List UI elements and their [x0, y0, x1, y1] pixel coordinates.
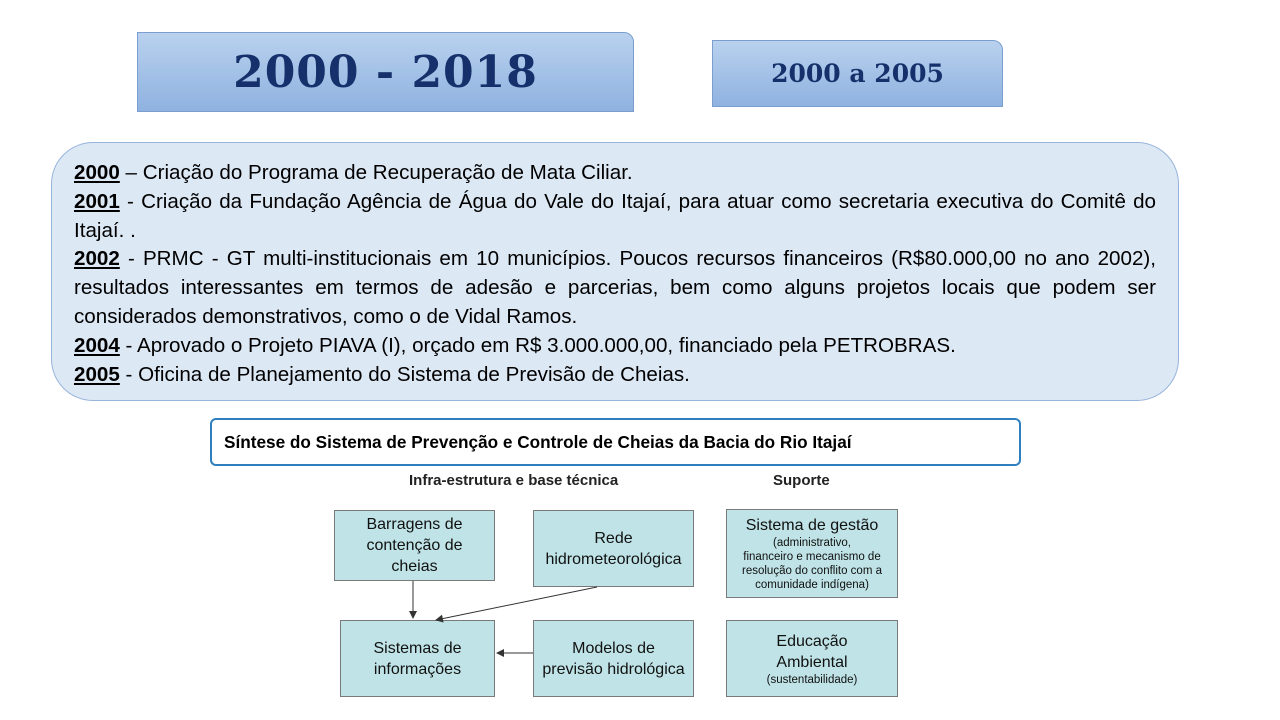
timeline-text: – Criação do Programa de Recuperação de Mata Ciliar.	[119, 161, 633, 184]
barragens-line: cheias	[391, 558, 438, 575]
timeline-text: - Aprovado o Projeto PIAVA (I), orçado em R$ 3.000.000,00, financiado pela PETROBRAS.	[119, 333, 956, 357]
timeline-year: 2002	[74, 247, 120, 271]
educacao-line: Educação	[776, 632, 848, 650]
infra-column-label: Infra-estrutura e base técnica	[409, 472, 619, 489]
rede-line: Rede	[594, 529, 633, 547]
modelos-line: previsão hidrológica	[542, 660, 685, 678]
sistemas-line: Sistemas de	[373, 639, 462, 657]
gestao-detail: (administrativo,	[773, 537, 851, 549]
rede-line: hidrometeorológica	[545, 550, 682, 568]
modelos-line: Modelos de	[572, 639, 655, 657]
timeline-year: 2001	[74, 189, 120, 213]
rede-box	[533, 510, 694, 587]
sub-period-title: 2000 a 2005	[771, 59, 944, 88]
modelos-box	[533, 620, 694, 697]
sistemas-line: informações	[373, 660, 462, 678]
timeline-entry	[74, 332, 1156, 361]
timeline-text: - Criação da Fundação Agência de Água do Vale do Itajaí, para atuar como secretaria executiva do Comitê do Itajaí. .	[74, 189, 1156, 242]
gestao-title: Sistema de gestão	[745, 517, 879, 534]
suporte-column-label: Suporte	[773, 472, 830, 489]
sistemas-box	[340, 620, 495, 697]
main-period-header	[137, 32, 634, 112]
timeline-entry	[74, 159, 1156, 188]
diagram-title: Síntese do Sistema de Prevenção e Controle de Cheias da Bacia do Rio Itajaí	[224, 431, 852, 452]
timeline-text: - Oficina de Planejamento do Sistema de Previsão de Cheias.	[119, 362, 690, 386]
educacao-detail: (sustentabilidade)	[766, 673, 858, 686]
main-period-title: 2000 - 2018	[233, 46, 538, 98]
barragens-box	[334, 510, 495, 581]
timeline-year: 2004	[74, 333, 120, 357]
sub-period-header	[712, 40, 1003, 107]
gestao-detail: resolução do conflito com a	[742, 565, 882, 577]
timeline-entry	[74, 245, 1156, 331]
gestao-detail: financeiro e mecanismo de	[743, 551, 881, 563]
timeline-panel	[51, 142, 1179, 401]
timeline-entry	[74, 361, 1156, 390]
timeline-entry	[74, 188, 1156, 246]
barragens-line: Barragens de	[366, 516, 463, 533]
timeline-year: 2005	[74, 362, 120, 386]
gestao-box	[726, 509, 898, 598]
gestao-detail: comunidade indígena)	[755, 579, 869, 591]
arrow-rede-to-sistemas	[436, 587, 597, 620]
timeline-year: 2000	[74, 161, 120, 184]
educacao-line: Ambiental	[776, 653, 848, 671]
barragens-line: contenção de	[366, 537, 463, 554]
diagram-title-box	[210, 418, 1021, 466]
timeline-text: - PRMC - GT multi-institucionais em 10 municípios. Poucos recursos financeiros (R$80.000,00 no ano 2002), resultados interessantes em termos de adesão e parcerias, bem como alguns projetos locais que podem ser considerados demonstrativos, como o de Vidal Ramos.	[74, 247, 1156, 328]
educacao-box	[726, 620, 898, 697]
